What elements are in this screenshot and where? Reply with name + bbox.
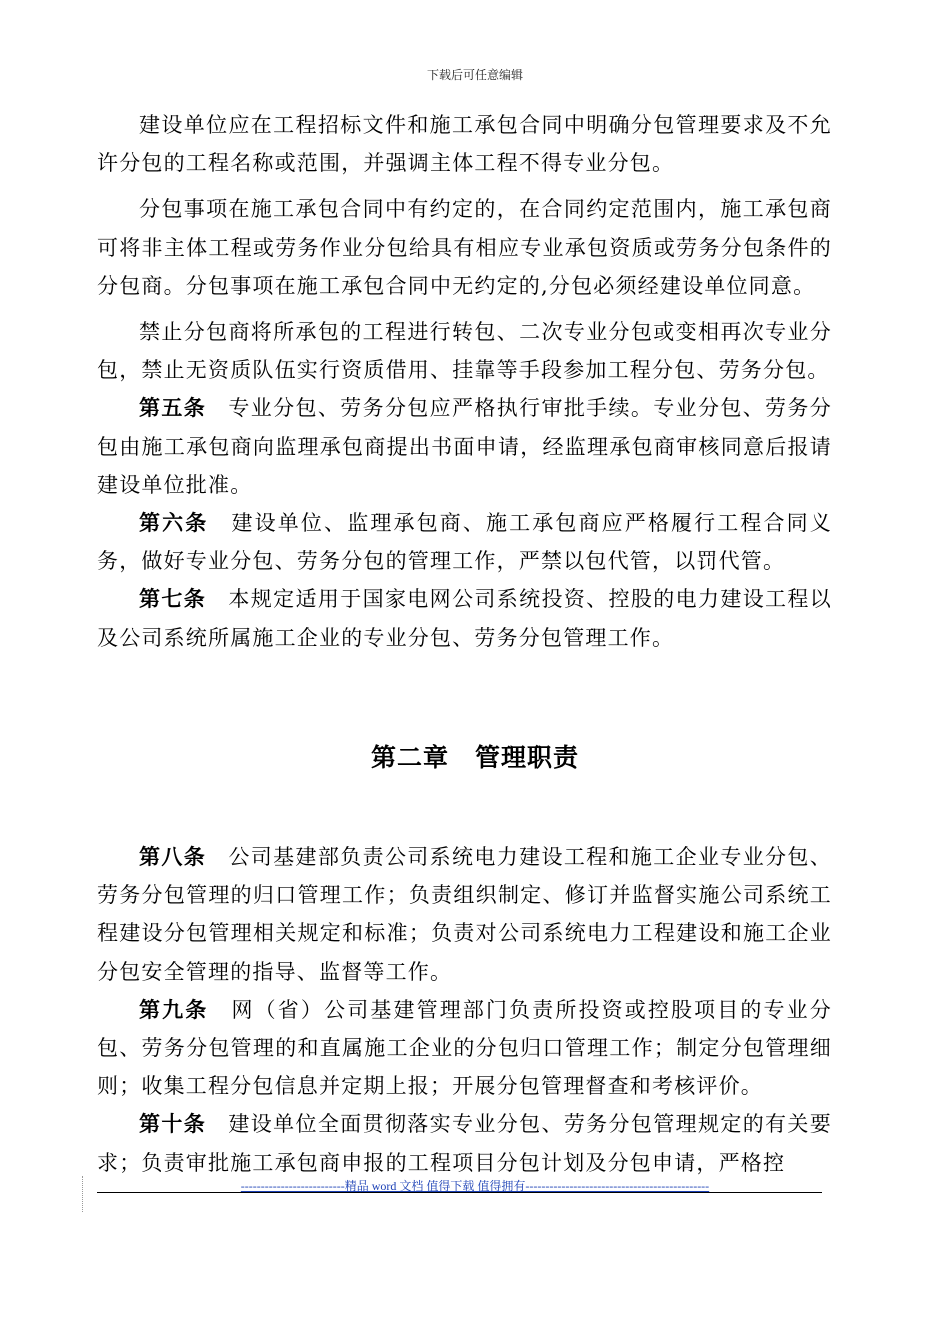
body-section-bottom [97,838,832,1182]
article-number: 第七条 [139,586,207,612]
article-number: 第五条 [139,395,207,421]
paragraph-text: 分包事项在施工承包合同中有约定的，在合同约定范围内，施工承包商可将非主体工程或劳务作业分包给具有相应专业承包资质或劳务分包条件的分包商。分包事项在施工承包合同中无约定的,分包必须经建设单位同意。 [97,197,832,298]
article-number: 第九条 [139,996,209,1022]
body-section-top [97,106,832,657]
footer-link[interactable]: --------------------------精品 word 文档 值得下载 值得拥有---------------------------------------------- [240,1179,710,1193]
paragraph-text: 本规定适用于国家电网公司系统投资、控股的电力建设工程以及公司系统所属施工企业的专业分包、劳务分包管理工作。 [97,587,832,650]
paragraph-text: 公司基建部负责公司系统电力建设工程和施工企业专业分包、劳务分包管理的归口管理工作；负责组织制定、修订并监督实施公司系统工程建设分包管理相关规定和标准；负责对公司系统电力工程建设和施工企业分包安全管理的指导、监督等工作。 [97,845,832,984]
header-note: 下载后可任意编辑 [426,68,523,82]
paragraph-text: 建设单位、监理承包商、施工承包商应严格履行工程合同义务，做好专业分包、劳务分包的管理工作，严禁以包代管，以罚代管。 [97,511,832,574]
chapter-title: 第二章 管理职责 [370,743,579,772]
paragraph [97,313,832,389]
paragraph [97,838,832,991]
paragraph-text: 建设单位应在工程招标文件和施工承包合同中明确分包管理要求及不允许分包的工程名称或范围，并强调主体工程不得专业分包。 [97,113,832,176]
paragraph [97,1105,832,1181]
paragraph [97,106,832,182]
paragraph [97,504,832,580]
paragraph [97,580,832,656]
paragraph-text: 网（省）公司基建管理部门负责所投资或控股项目的专业分包、劳务分包管理的和直属施工企业的分包归口管理工作；制定分包管理细则；收集工程分包信息并定期上报；开展分包管理督查和考核评价。 [97,997,832,1099]
paragraph-text: 建设单位全面贯彻落实专业分包、劳务分包管理规定的有关要求；负责审批施工承包商申报的工程项目分包计划及分包申请，严格控 [97,1112,832,1175]
article-number: 第六条 [139,510,209,536]
article-number: 第八条 [139,844,207,869]
footer-rule [97,1192,822,1193]
paragraph [97,991,832,1106]
paragraph-text: 专业分包、劳务分包应严格执行审批手续。专业分包、劳务分包由施工承包商向监理承包商提出书面申请，经监理承包商审核同意后报请建设单位批准。 [97,396,832,497]
paragraph [97,389,832,504]
article-number: 第十条 [139,1111,207,1137]
paragraph-text: 禁止分包商将所承包的工程进行转包、二次专业分包或变相再次专业分包，禁止无资质队伍实行资质借用、挂靠等手段参加工程分包、劳务分包。 [97,320,832,383]
paragraph [97,190,832,305]
